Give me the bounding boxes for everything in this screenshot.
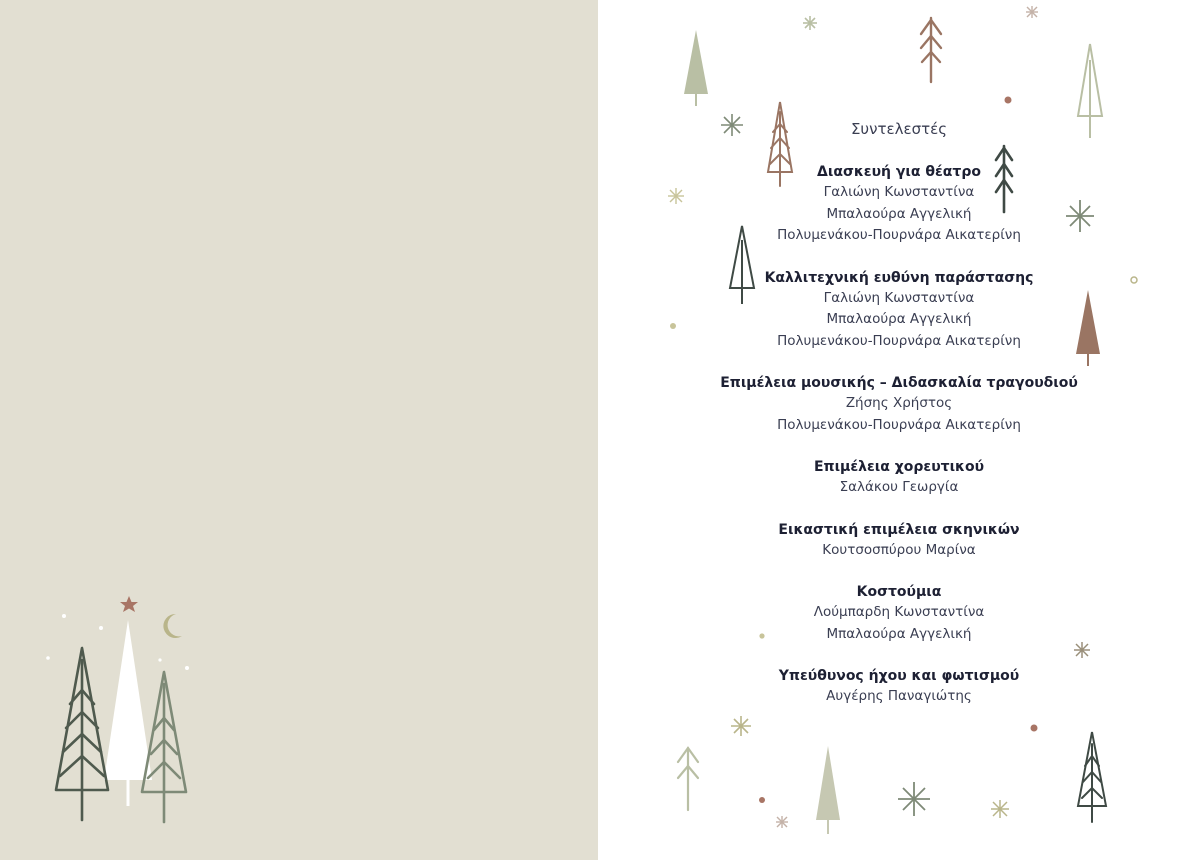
person-name: Μπαλαούρα Αγγελική [826, 311, 972, 327]
credit-section [598, 268, 1200, 353]
role-title: Επιμέλεια χορευτικού [813, 459, 985, 475]
credits-block [598, 120, 1200, 729]
right-page [598, 0, 1200, 860]
person-name: Κουτσοσπύρου Μαρίνα [822, 541, 976, 558]
left-page [0, 0, 598, 860]
person-name: Μπαλαούρα Αγγελική [826, 625, 972, 642]
credit-section [598, 520, 1200, 562]
asterisk-icon [898, 782, 930, 816]
person-name: Πολυμενάκου-Πουρνάρα Αικατερίνη [777, 227, 1021, 243]
role-title: Επιμέλεια μουσικής – Διδασκαλία τραγουδιού [720, 375, 1078, 391]
role-title: Εικαστική επιμέλεια σκηνικών [778, 521, 1020, 538]
role-title: Υπεύθυνος ήχου και φωτισμού [778, 668, 1020, 684]
credit-section [598, 582, 1200, 645]
person-name: Λούμπαρδη Κωνσταντίνα [813, 604, 985, 620]
asterisk-icon [1026, 6, 1038, 18]
arrow-tree-icon [678, 748, 698, 810]
arrow-tree-icon [921, 18, 941, 82]
role-title: Καλλιτεχνική ευθύνη παράστασης [764, 269, 1034, 286]
person-name: Σαλάκου Γεωργία [839, 479, 959, 495]
role-title: Κοστούμια [856, 584, 942, 600]
forest-illustration [0, 0, 598, 860]
person-name: Πολυμενάκου-Πουρνάρα Αικατερίνη [777, 416, 1021, 433]
person-name: Αυγέρης Παναγιώτης [826, 688, 972, 704]
asterisk-icon [776, 816, 788, 828]
credits-heading: Συντελεστές [850, 120, 948, 138]
star-icon [120, 596, 138, 612]
tree-icon [1078, 732, 1106, 822]
person-name: Ζήσης Χρήστος [845, 395, 953, 411]
moon-icon [163, 614, 182, 638]
role-title: Διασκευή για θέατρο [817, 164, 981, 180]
credit-section [598, 373, 1200, 436]
person-name: Γαλιώνη Κωνσταντίνα [823, 289, 975, 306]
person-name: Πολυμενάκου-Πουρνάρα Αικατερίνη [777, 332, 1021, 349]
asterisk-icon [991, 800, 1009, 818]
person-name: Μπαλαούρα Αγγελική [826, 205, 972, 222]
tree-icon [684, 30, 708, 106]
dark-pine-icon [56, 648, 108, 820]
sage-pine-icon [142, 672, 186, 822]
asterisk-icon [803, 16, 817, 30]
credit-section [598, 162, 1200, 247]
credit-section [598, 457, 1200, 499]
person-name: Γαλιώνη Κωνσταντίνα [823, 184, 975, 200]
tree-icon [816, 746, 840, 834]
credit-section [598, 666, 1200, 708]
